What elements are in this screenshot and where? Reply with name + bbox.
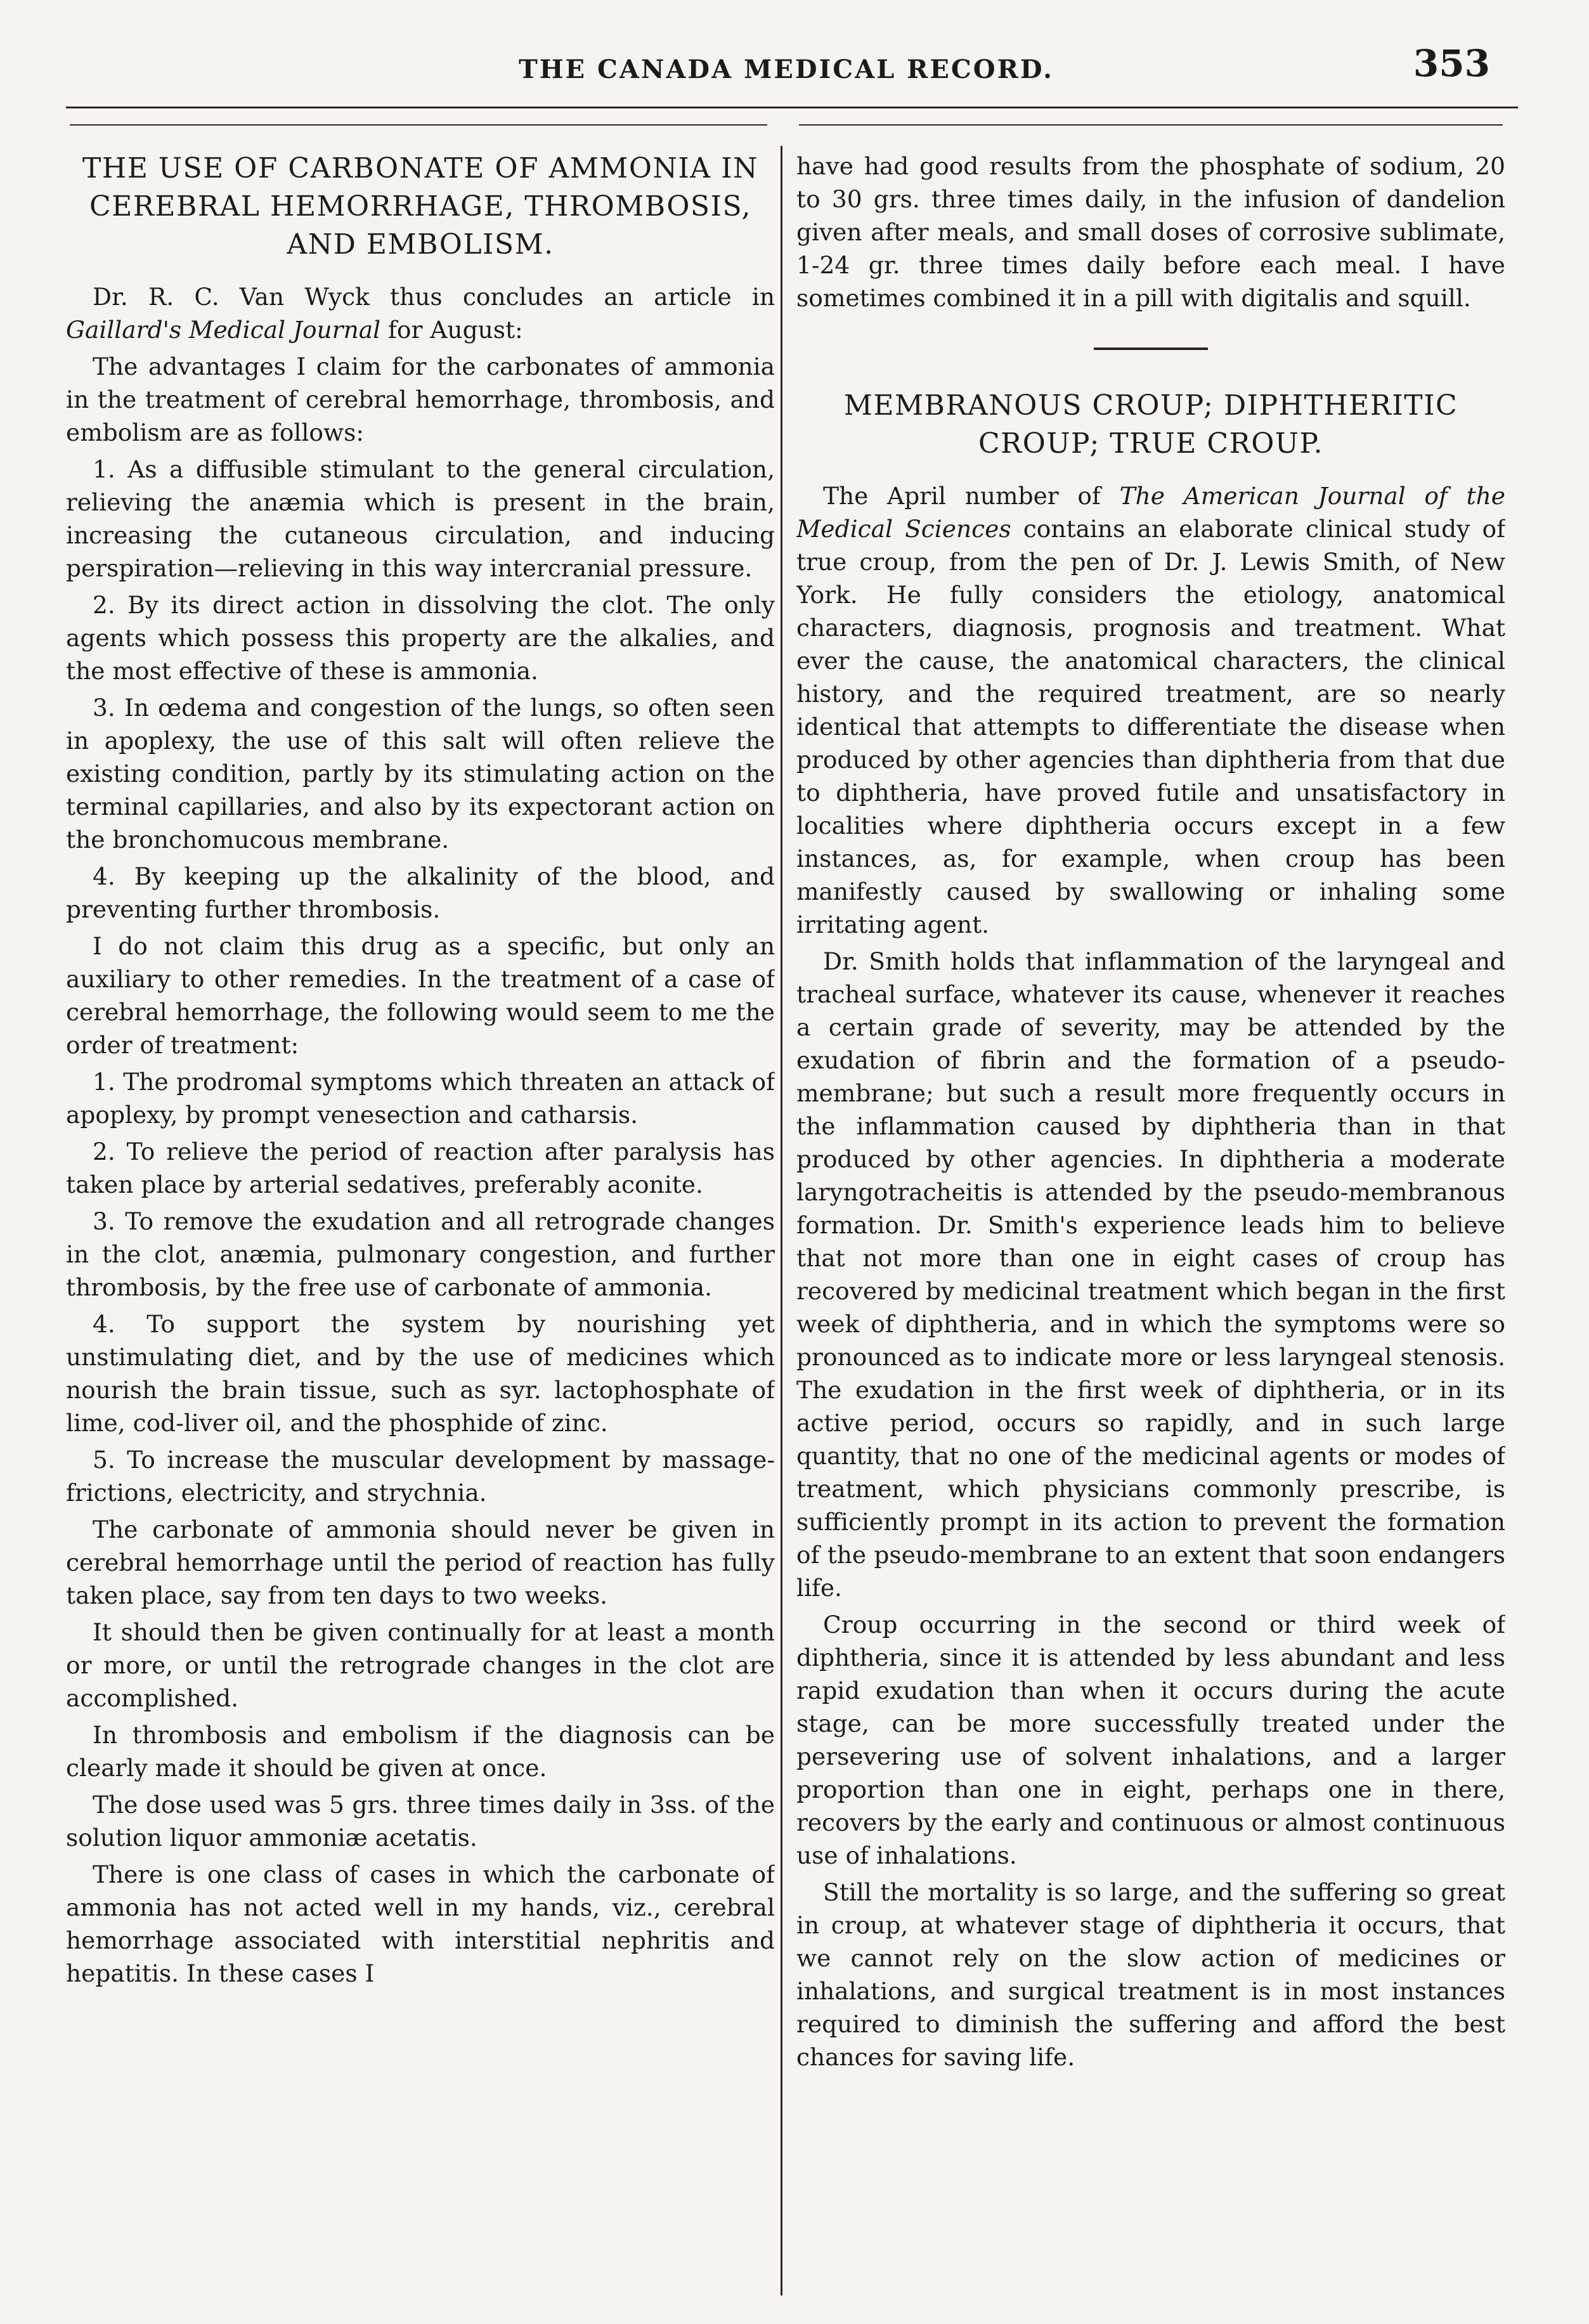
paragraph: 3. To remove the exudation and all retrograde changes in the clot, anæmia, pulmonary congestion, and further thrombosis, by the free use of carbonate of ammonia. — [66, 1207, 775, 1301]
paragraph: 1. The prodromal symptoms which threaten an attack of apoplexy, by prompt venesection and catharsis. — [66, 1068, 775, 1129]
paragraph: 2. By its direct action in dissolving the clot. The only agents which possess this property are the alkalies, and the most effective of these is ammonia. — [66, 591, 775, 685]
paragraph: The dose used was 5 grs. three times daily in 3ss. of the solution liquor ammoniæ acetatis. — [66, 1791, 775, 1852]
paragraph: 5. To increase the muscular development by massage-frictions, electricity, and strychnia. — [66, 1446, 775, 1507]
paragraph: 4. To support the system by nourishing yet unstimulating diet, and by the use of medicines which nourish the brain tissue, such as syr. lactophosphate of lime, cod-liver oil, and the phosphide of zinc. — [66, 1310, 775, 1437]
paragraph: Croup occurring in the second or third week of diphtheria, since it is attended by less abundant and less rapid exudation than when it occurs during the acute stage, can be more successfully treated under the persevering use of solvent inhalations, and a larger proportion than one in eight, perhaps one in there, recovers by the early and continuous or almost continuous use of inhalations. — [796, 1611, 1505, 1869]
intro-text: The April number of — [823, 482, 1120, 510]
paragraph: 4. By keeping up the alkalinity of the blood, and preventing further thrombosis. — [66, 862, 775, 923]
journal-name: THE CANADA MEDICAL RECORD. — [518, 55, 1054, 84]
article-title-croup: MEMBRANOUS CROUP; DIPHTHERITIC CROUP; TRUE CROUP. — [843, 389, 1458, 460]
journal-reference: Gaillard's Medical Journal — [66, 316, 381, 344]
paragraph: The carbonate of ammonia should never be given in cerebral hemorrhage until the period of reaction has fully taken place, say from ten days to two weeks. — [66, 1516, 775, 1609]
paragraph: 1. As a diffusible stimulant to the general circulation, relieving the anæmia which is present in the brain, increasing the cutaneous circulation, and inducing perspiration—relieving in this way intercranial pressure. — [66, 455, 775, 582]
paragraph: 2. To relieve the period of reaction after paralysis has taken place by arterial sedatives, preferably aconite. — [66, 1138, 775, 1198]
running-head — [0, 30, 1589, 100]
journal-reference: The American Journal of the Medical Sciences — [796, 482, 1505, 543]
intro-text-end: contains an elaborate clinical study of true croup, from the pen of Dr. J. Lewis Smith, of New York. He fully considers the etiology, anatomical characters, diagnosis, prognosis and treatment. What ever the cause, the anatomical characters, the clinical history, and the required treatment, are so nearly identical that attempts to differentiate the disease when produced by other agencies than diphtheria from that due to diphtheria, have proved futile and unsatisfactory in localities where diphtheria occurs except in a few instances, as, for example, when croup has been manifestly caused by swallowing or inhaling some irritating agent. — [796, 515, 1505, 938]
paragraph: There is one class of cases in which the carbonate of ammonia has not acted well in my hands, viz., cerebral hemorrhage associated with interstitial nephritis and hepatitis. In these cases I — [66, 1860, 775, 1987]
paragraph: Still the mortality is so large, and the suffering so great in croup, at whatever stage of diphtheria it occurs, that we cannot rely on the slow action of medicines or inhalations, and surgical treatment is in most instances required to diminish the suffering and afford the best chances for saving life. — [796, 1878, 1505, 2071]
article-intro — [66, 280, 775, 346]
paragraph: The advantages I claim for the carbonates of ammonia in the treatment of cerebral hemorrhage, thrombosis, and embolism are as follows: — [66, 353, 775, 446]
article-title-ammonia: THE USE OF CARBONATE OF AMMONIA IN CEREBRAL HEMORRHAGE, THROMBOSIS, AND EMBOLISM. — [82, 152, 758, 261]
right-column — [796, 150, 1505, 2299]
paragraph: I do not claim this drug as a specific, but only an auxiliary to other remedies. In the treatment of a case of cerebral hemorrhage, the following would seem to me the order of treatment: — [66, 932, 775, 1059]
paragraph: Dr. Smith holds that inflammation of the laryngeal and tracheal surface, whatever its cause, whenever it reaches a certain grade of severity, may be attended by the exudation of fibrin and the formation of a pseudo-membrane; but such a result more frequently occurs in the inflammation caused by diphtheria than in that produced by other agencies. In diphtheria a moderate laryngotracheitis is attended by the pseudo-membranous formation. Dr. Smith's experience leads him to believe that not more than one in eight cases of croup has recovered by medicinal treatment which began in the first week of diphtheria, and in which the symptoms were so pronounced as to indicate more or less laryngeal stenosis. The exudation in the first week of diphtheria, or in its active period, occurs so rapidly, and in such large quantity, that no one of the medicinal agents or modes of treatment, which physicians commonly prescribe, is sufficiently prompt in its action to prevent the formation of the pseudo-membrane to an extent that soon endangers life. — [796, 947, 1505, 1602]
paragraph: In thrombosis and embolism if the diagnosis can be clearly made it should be given at once. — [66, 1721, 775, 1782]
article-divider — [1094, 347, 1208, 350]
article-intro — [796, 479, 1505, 941]
left-column-top-rule — [70, 124, 767, 126]
page-number: 353 — [1413, 42, 1490, 85]
right-column-top-rule — [799, 124, 1503, 126]
header-rule — [66, 107, 1518, 108]
left-column — [66, 150, 775, 2299]
intro-text-end: for August: — [380, 316, 523, 344]
paragraph: It should then be given continually for at least a month or more, or until the retrograde changes in the clot are accomplished. — [66, 1618, 775, 1712]
column-divider — [781, 146, 782, 2295]
paragraph-continuation: have had good results from the phosphate of sodium, 20 to 30 grs. three times daily, in the infusion of dandelion given after meals, and small doses of corrosive sublimate, 1-24 gr. three times daily before each meal. I have sometimes combined it in a pill with digitalis and squill. — [796, 152, 1505, 312]
intro-text: Dr. R. C. Van Wyck thus concludes an article in — [93, 283, 775, 311]
paragraph: 3. In œdema and congestion of the lungs, so often seen in apoplexy, the use of this salt will often relieve the existing condition, partly by its stimulating action on the terminal capillaries, and also by its expectorant action on the bronchomucous membrane. — [66, 694, 775, 854]
